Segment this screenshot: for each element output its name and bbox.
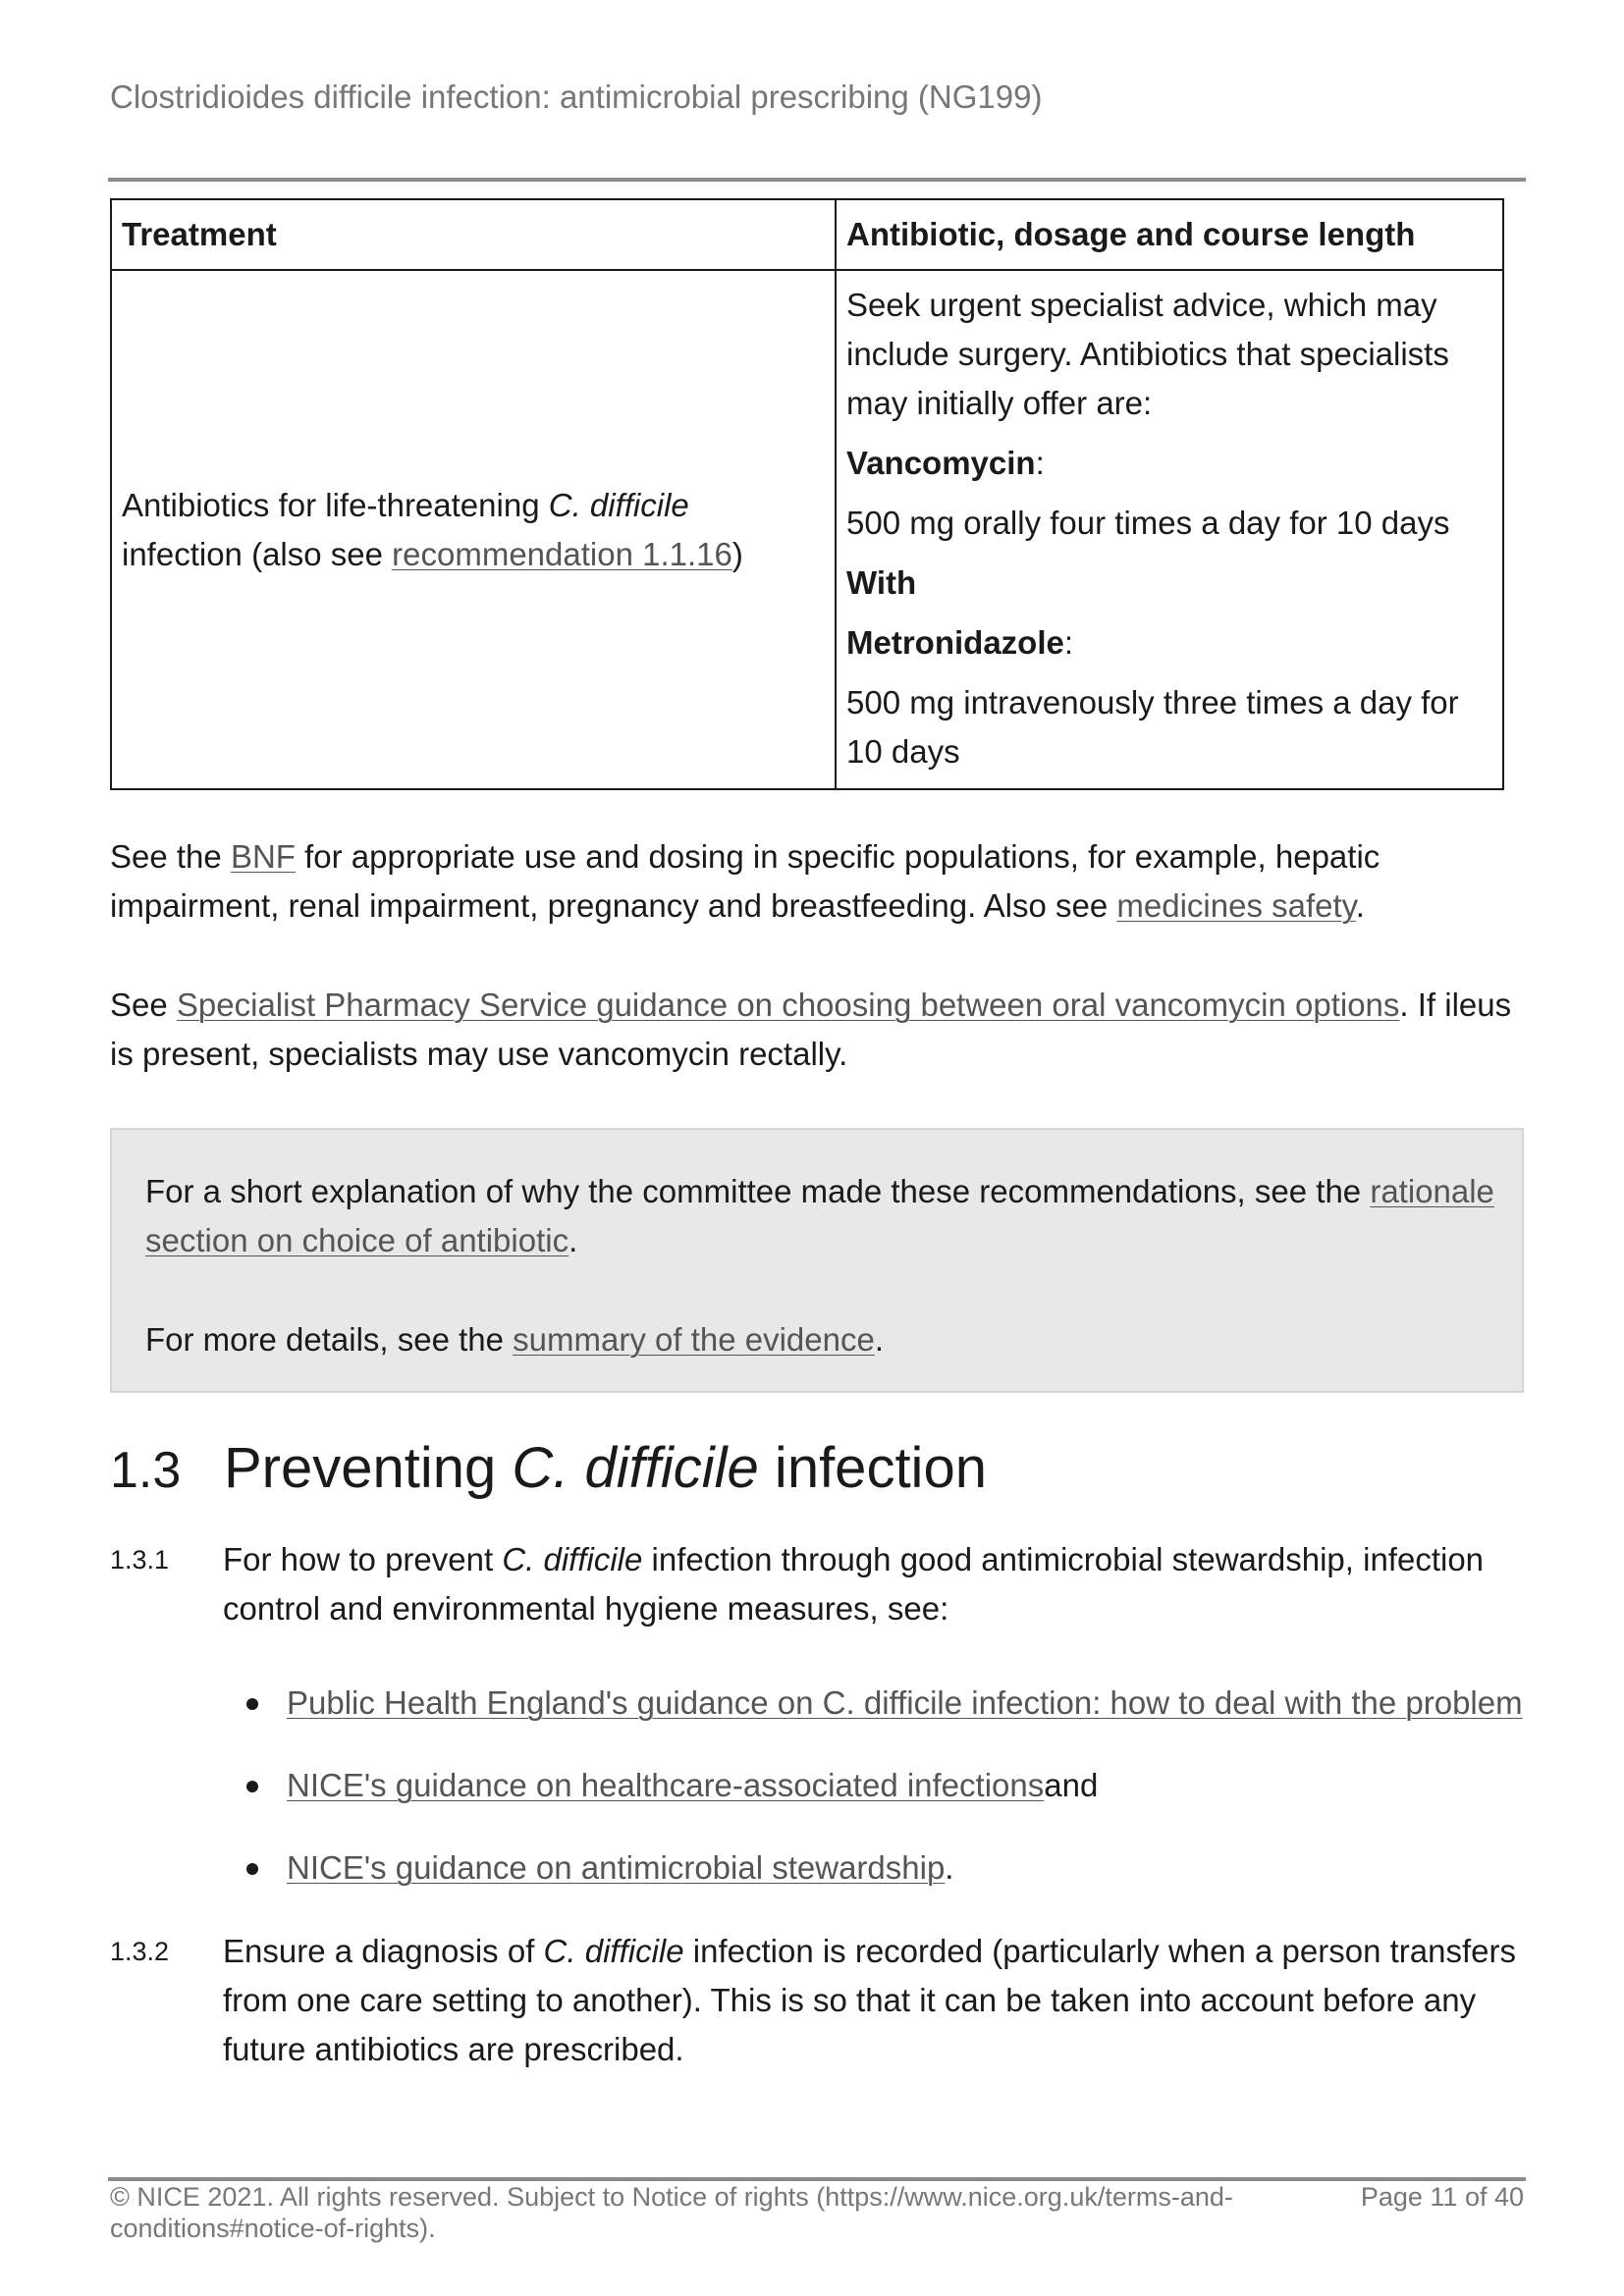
callout-line2-post: . [874,1321,885,1358]
recommendation-1-1-16-link[interactable]: recommendation 1.1.16 [392,535,732,572]
list-item [223,1761,1529,1810]
list-item-suffix: . [945,1849,954,1886]
section-title-pre: Preventing [224,1436,513,1500]
rec-1-3-2-pre: Ensure a diagnosis of [223,1933,544,1969]
nice-stewardship-guidance-link[interactable]: NICE's guidance on antimicrobial stewardship [287,1849,946,1886]
treatment-organism: C. difficile [548,486,689,523]
bullet-icon [246,1781,258,1792]
bnf-paragraph [110,832,1524,931]
drug2-name: Metronidazole [846,624,1064,661]
drug1-colon: : [1035,445,1045,481]
with-text: With [846,564,917,601]
running-header-title: Clostridioides difficile infection: antimicrobial prescribing (NG199) [110,79,1043,115]
sps-vancomycin-guidance-link[interactable]: Specialist Pharmacy Service guidance on choosing between oral vancomycin options [176,987,1400,1023]
list-item-suffix: and [1044,1767,1099,1803]
rec-1-3-1-organism: C. difficile [502,1541,643,1577]
section-number: 1.3 [110,1442,182,1499]
callout-evidence-text [145,1315,1500,1364]
table-row [111,270,1503,789]
medicines-safety-link[interactable]: medicines safety [1116,887,1356,924]
drug1-dose: 500 mg orally four times a day for 10 days [846,505,1450,541]
list-item [223,1679,1529,1728]
drug1-label [846,439,1492,488]
treatment-text-cont: infection (also see [122,535,393,572]
list-item [223,1843,1529,1893]
bullet-icon [246,1863,258,1875]
column-header-treatment: Treatment [111,199,836,270]
callout-line2-pre: For more details, see the [145,1321,514,1358]
recommendation-number-1-3-1: 1.3.1 [110,1545,170,1575]
drug2-dose: 500 mg intravenously three times a day for 10 days [846,684,1459,770]
bnf-text-post: . [1355,887,1365,924]
sps-text-pre: See [110,987,177,1023]
recommendation-number-1-3-2: 1.3.2 [110,1937,170,1966]
phe-guidance-link[interactable]: Public Health England's guidance on C. difficile infection: how to deal with the problem [287,1684,1523,1721]
section-title-organism: C. difficile [512,1436,759,1500]
antibiotic-cell [836,270,1503,789]
header-divider [108,178,1526,182]
specialist-advice-text: Seek urgent specialist advice, which may include surgery. Antibiotics that specialists may initially offer are: [846,287,1449,421]
rec-1-3-1-pre: For how to prevent [223,1541,503,1577]
nice-hai-guidance-link[interactable]: NICE's guidance on healthcare-associated infections [287,1767,1045,1803]
sps-text-post: . If ileus is present, specialists may use vancomycin rectally. [110,987,1512,1072]
drug2-colon: : [1063,624,1074,661]
rec-1-3-1-post: infection through good antimicrobial stewardship, infection control and environmental hygiene measures, see: [223,1541,1485,1627]
section-heading [110,1431,987,1508]
bnf-link[interactable]: BNF [230,838,296,875]
prevention-guidance-list [223,1679,1529,1926]
footer-page-number: Page 11 of 40 [1360,2182,1524,2212]
rationale-callout-box [110,1128,1524,1393]
rec-1-3-2-organism: C. difficile [543,1933,684,1969]
treatment-close-paren: ) [731,535,743,572]
callout-line1-pre: For a short explanation of why the committee made these recommendations, see the [145,1173,1371,1209]
callout-rationale-text [145,1167,1500,1265]
rationale-link[interactable]: rationale section on choice of antibiotic [145,1173,1494,1258]
treatment-text: Antibiotics for life-threatening [122,486,549,523]
footer-copyright: © NICE 2021. All rights reserved. Subject to Notice of rights (https://www.nice.org.uk/terms-and-conditions#notice-of-rights). [110,2182,1233,2243]
with-label [846,559,1492,608]
recommendation-1-3-2-text [223,1927,1519,2074]
recommendation-1-3-1-text [223,1535,1519,1633]
antibiotic-table [110,198,1504,790]
sps-paragraph [110,981,1524,1079]
drug1-name: Vancomycin [846,445,1036,481]
bnf-text-mid: for appropriate use and dosing in specific populations, for example, hepatic impairment, renal impairment, pregnancy and breastfeeding. Also see [110,838,1380,924]
drug2-label [846,618,1492,667]
table-header-row [111,199,1503,270]
section-title-post: infection [758,1436,987,1500]
treatment-cell [111,270,836,789]
summary-evidence-link[interactable]: summary of the evidence [513,1321,875,1358]
bullet-icon [246,1698,258,1710]
callout-line1-post: . [568,1222,578,1258]
rec-1-3-2-post: infection is recorded (particularly when a person transfers from one care setting to another). This is so that it can be taken into account before any future antibiotics are prescribed. [223,1933,1516,2067]
column-header-antibiotic: Antibiotic, dosage and course length [836,199,1503,270]
bnf-text-pre: See the [110,838,231,875]
